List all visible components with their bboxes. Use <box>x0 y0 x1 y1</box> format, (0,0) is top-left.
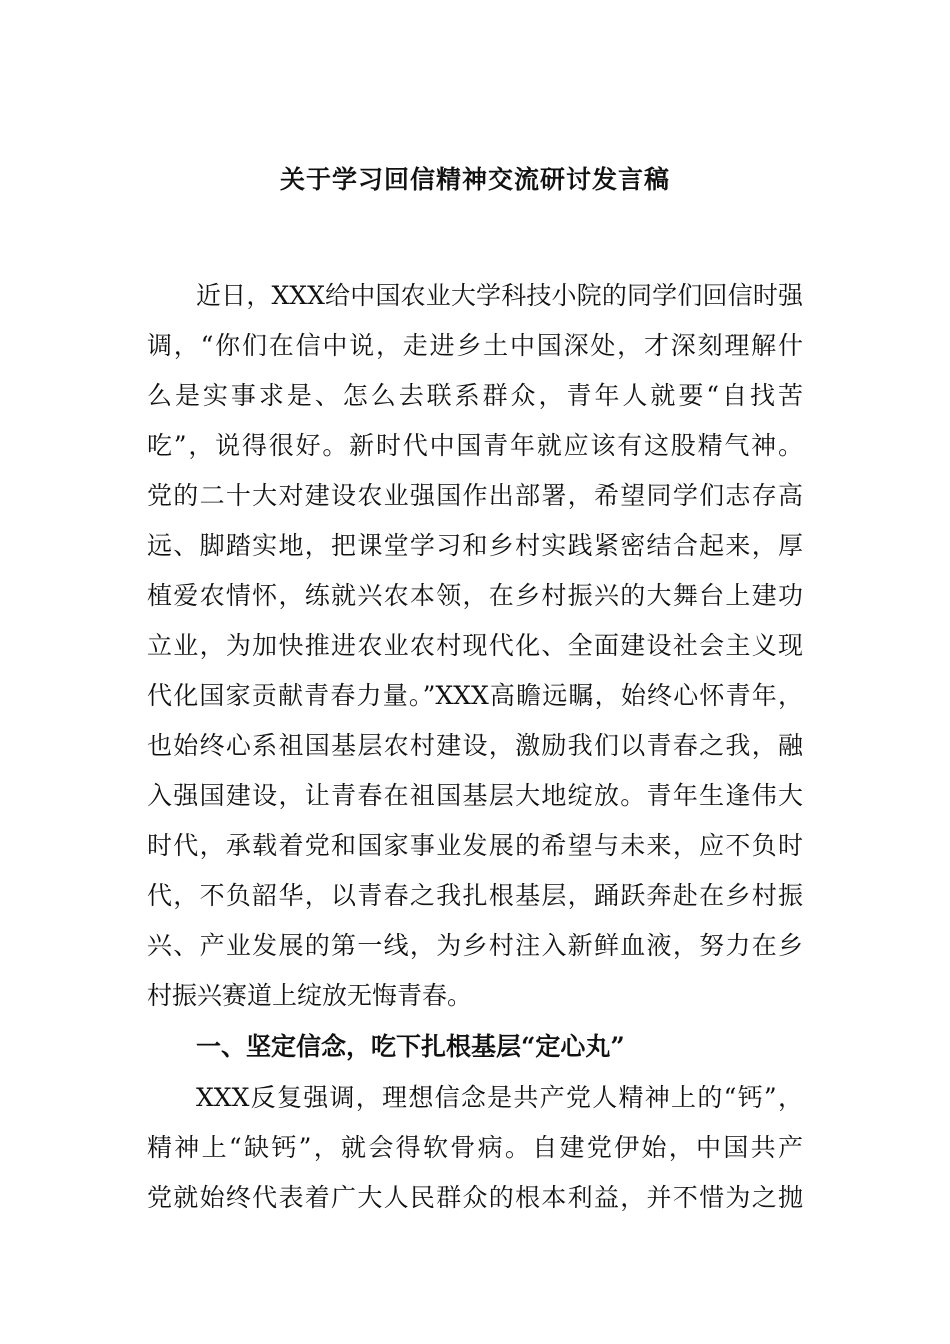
paragraph-line: 代，不负韶华，以青春之我扎根基层，踊跃奔赴在乡村振 <box>147 881 803 910</box>
paragraph-line: 吃”，说得很好。新时代中国青年就应该有这股精气神。 <box>147 431 803 460</box>
paragraph-line: 时代，承载着党和国家事业发展的希望与未来，应不负时 <box>147 831 803 860</box>
paragraph-line: 近日，XXX给中国农业大学科技小院的同学们回信时强 <box>196 281 803 310</box>
paragraph-line: 党的二十大对建设农业强国作出部署，希望同学们志存高 <box>147 481 803 510</box>
paragraph-line: 么是实事求是、怎么去联系群众，青年人就要“自找苦 <box>147 381 803 410</box>
paragraph-line: 党就始终代表着广大人民群众的根本利益，并不惜为之抛 <box>147 1183 803 1212</box>
paragraph-line: 也始终心系祖国基层农村建设，激励我们以青春之我，融 <box>147 731 803 760</box>
paragraph-line: 立业，为加快推进农业农村现代化、全面建设社会主义现 <box>147 631 803 660</box>
paragraph-line: 兴、产业发展的第一线，为乡村注入新鲜血液，努力在乡 <box>147 931 803 960</box>
paragraph-line: 代化国家贡献青春力量。”XXX高瞻远瞩，始终心怀青年， <box>147 681 803 710</box>
paragraph-line: XXX反复强调，理想信念是共产党人精神上的“钙”， <box>196 1083 803 1112</box>
paragraph-line: 远、脚踏实地，把课堂学习和乡村实践紧密结合起来，厚 <box>147 531 803 560</box>
paragraph-line: 村振兴赛道上绽放无悔青春。 <box>147 981 473 1010</box>
paragraph-line: 植爱农情怀，练就兴农本领，在乡村振兴的大舞台上建功 <box>147 581 803 610</box>
paragraph-line: 入强国建设，让青春在祖国基层大地绽放。青年生逢伟大 <box>147 781 803 810</box>
paragraph-line: 精神上“缺钙”，就会得软骨病。自建党伊始，中国共产 <box>147 1133 803 1162</box>
paragraph-line: 调，“你们在信中说，走进乡土中国深处，才深刻理解什 <box>147 331 803 360</box>
section-heading: 一、坚定信念，吃下扎根基层“定心丸” <box>196 1032 625 1061</box>
document-title: 关于学习回信精神交流研讨发言稿 <box>279 165 670 194</box>
